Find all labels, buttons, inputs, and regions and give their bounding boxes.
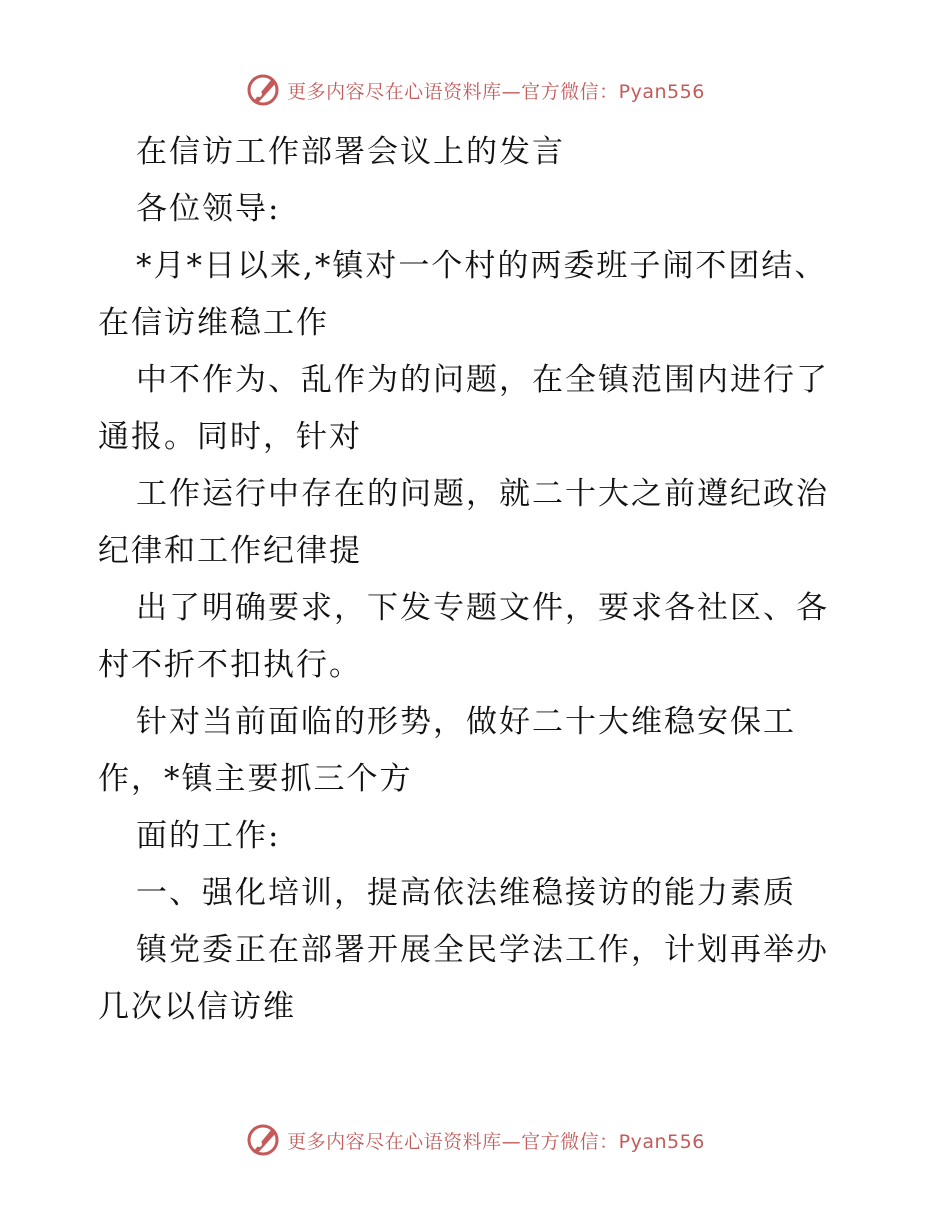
quill-pen-logo-icon xyxy=(245,72,281,108)
text-line: 几次以信访维 xyxy=(98,989,296,1025)
footer-banner xyxy=(0,1120,950,1160)
banner-text: 更多内容尽在心语资料库—官方微信：Pyan556 xyxy=(287,80,705,103)
text-line: 纪律和工作纪律提 xyxy=(98,533,362,569)
text-line: 作，*镇主要抓三个方 xyxy=(98,761,413,797)
text-line: 镇党委正在部署开展全民学法工作，计划再举办 xyxy=(136,932,829,968)
text-line: 村不折不扣执行。 xyxy=(98,647,362,683)
text-line: 通报。同时，针对 xyxy=(98,419,362,455)
text-line: 工作运行中存在的问题，就二十大之前遵纪政治 xyxy=(136,476,829,512)
banner-text: 更多内容尽在心语资料库—官方微信：Pyan556 xyxy=(287,1130,705,1153)
text-line: 一、强化培训，提高依法维稳接访的能力素质 xyxy=(136,875,796,911)
text-line: 在信访工作部署会议上的发言 xyxy=(136,134,565,170)
text-line: 各位领导: xyxy=(136,191,281,227)
quill-pen-logo-icon xyxy=(245,1122,281,1158)
text-line: 面的工作: xyxy=(136,818,281,854)
header-banner xyxy=(0,70,950,110)
document-body xyxy=(98,124,858,1036)
text-line: 针对当前面临的形势，做好二十大维稳安保工 xyxy=(136,704,796,740)
text-line: 中不作为、乱作为的问题，在全镇范围内进行了 xyxy=(136,362,829,398)
text-line: 在信访维稳工作 xyxy=(98,305,329,341)
text-line: 出了明确要求，下发专题文件，要求各社区、各 xyxy=(136,590,829,626)
text-line: *月*日以来,*镇对一个村的两委班子闹不团结、 xyxy=(136,248,828,284)
